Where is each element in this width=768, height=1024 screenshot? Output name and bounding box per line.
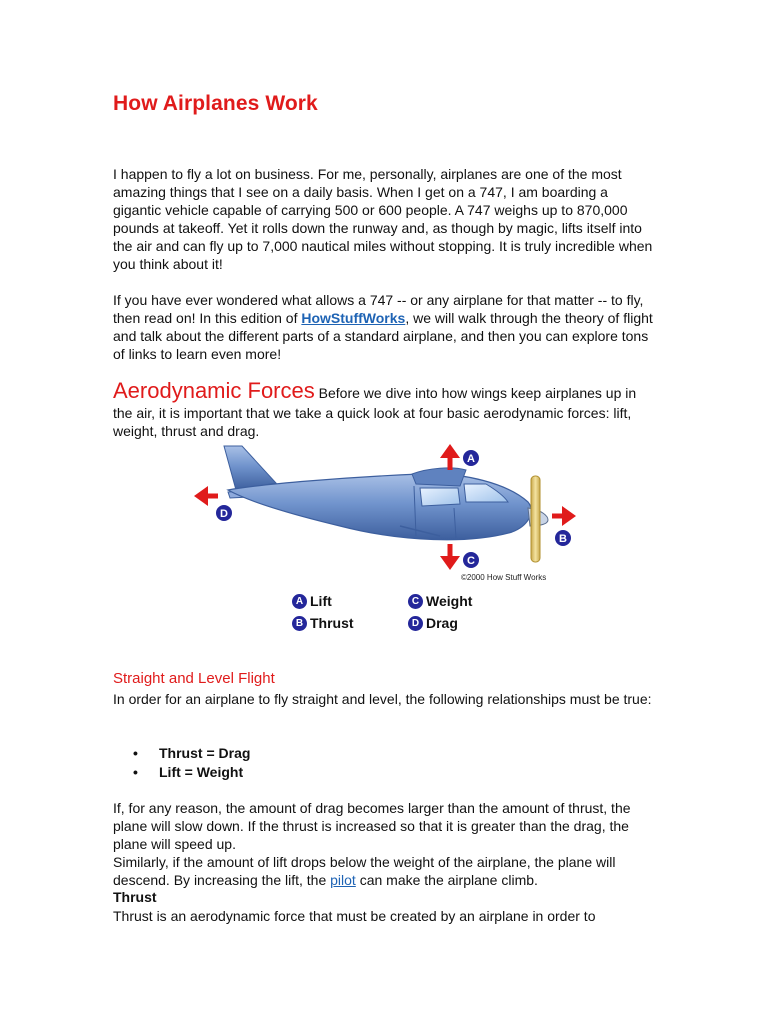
page-title: How Airplanes Work [113, 92, 318, 115]
legend-badge: B [292, 616, 307, 631]
intro-paragraph-1: I happen to fly a lot on business. For me, personally, airplanes are one of the most amazing things that I see on a daily basis. When I get on a 747, I am boarding a gigantic vehicle capable of carrying 500 or 600 people. A 747 weighs up to 870,000 pounds at takeoff. Yet it rolls down the runway and, as though by magic, lifts itself into the air and can fly up to 7,000 nautical miles without stopping. It is truly incredible when you think about it! [113, 166, 653, 272]
marker-d-badge [216, 505, 232, 521]
forces-legend [292, 593, 492, 635]
marker-a-text: A [467, 453, 475, 465]
legend-item-weight [408, 593, 472, 609]
weight-arrow [440, 544, 460, 570]
thrust-paragraph: Thrust is an aerodynamic force that must be created by an airplane in order to [113, 908, 596, 924]
list-item: • Thrust = Drag [113, 744, 250, 763]
figure-copyright: ©2000 How Stuff Works [461, 573, 547, 582]
marker-b-text: B [559, 533, 567, 545]
marker-a-badge [463, 450, 479, 466]
lift-weight-paragraph [113, 853, 653, 889]
straight-level-heading: Straight and Level Flight [113, 670, 275, 687]
legend-label: Drag [426, 615, 458, 631]
aerodynamic-forces-heading: Aerodynamic Forces [113, 378, 315, 403]
legend-label: Lift [310, 593, 332, 609]
lift-weight-paragraph-end: can make the airplane climb. [355, 872, 538, 888]
legend-item-lift [292, 593, 332, 609]
pilot-link[interactable]: pilot [330, 872, 356, 888]
straight-level-intro: In order for an airplane to fly straight and level, the following relationships must be true: [113, 691, 652, 707]
legend-badge: C [408, 594, 423, 609]
drag-arrow [194, 486, 218, 506]
wing [412, 468, 466, 486]
relationship-list [113, 744, 250, 782]
aerodynamic-forces-text: Before we dive into how wings keep airplanes up in the air, it is important that we take a quick look at four basic aerodynamic forces: lift, weight, thrust and drag. [113, 385, 637, 439]
airplane-diagram-svg [190, 440, 590, 590]
side-window [420, 488, 460, 506]
tail-fin [224, 446, 276, 490]
legend-item-drag [408, 615, 458, 631]
list-item: • Lift = Weight [113, 763, 250, 782]
legend-item-thrust [292, 615, 354, 631]
drag-thrust-paragraph: If, for any reason, the amount of drag becomes larger than the amount of thrust, the plane will slow down. If the thrust is increased so that it is greater than the drag, the plane will speed up. [113, 800, 631, 852]
marker-c-text: C [467, 555, 475, 567]
intro-paragraph-2-start: If you have ever wondered what allows a 747 -- or any airplane for that matter -- to fly, then read on! In this edition of [113, 292, 644, 326]
lift-weight-paragraph-start: Similarly, if the amount of lift drops below the weight of the airplane, the plane will descend. By increasing the lift, the [113, 854, 616, 888]
thrust-arrow [552, 506, 576, 526]
marker-b-badge [555, 530, 571, 546]
propeller [531, 476, 540, 562]
thrust-heading: Thrust [113, 889, 157, 905]
lift-arrow [440, 444, 460, 470]
airplane-forces-diagram [190, 440, 590, 590]
legend-label: Weight [426, 593, 473, 609]
marker-c-badge [463, 552, 479, 568]
intro-paragraph-2 [113, 291, 653, 363]
marker-d-text: D [220, 508, 228, 520]
legend-label: Thrust [310, 615, 354, 631]
howstuffworks-link[interactable]: HowStuffWorks [301, 310, 406, 326]
intro-paragraph-2-end: , we will walk through the theory of flight and talk about the different parts of a standard airplane, and then you can explore tons of links to learn even more! [113, 310, 653, 362]
aerodynamic-forces-paragraph [113, 378, 653, 440]
legend-badge: A [292, 594, 307, 609]
legend-badge: D [408, 616, 423, 631]
